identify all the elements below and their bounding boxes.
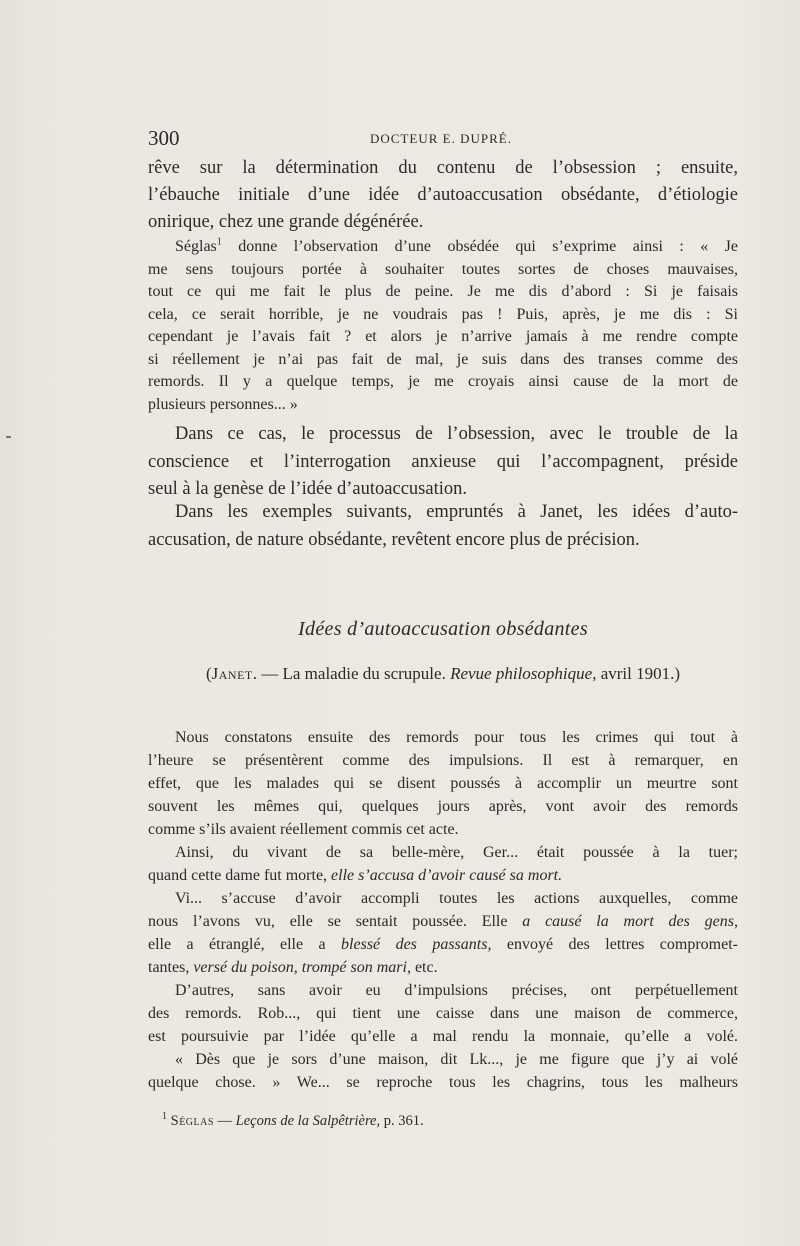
text-line bbox=[148, 956, 738, 979]
text-line: l’ébauche initiale d’une idée d’autoaccusation obsédante, d’étiologie bbox=[148, 185, 738, 205]
text-fragment: nous l’avons vu, elle se sentait poussée. Elle bbox=[148, 913, 523, 930]
text-line bbox=[148, 864, 738, 887]
text-line: cependant je l’avais fait ? et alors je n’arrive jamais à me rendre compte bbox=[148, 328, 738, 345]
citation-journal: Revue philosophique bbox=[450, 664, 593, 683]
text-line bbox=[148, 910, 738, 933]
text-line bbox=[148, 236, 738, 259]
paragraph-8 bbox=[148, 979, 738, 1094]
footnote-author: Séglas bbox=[170, 1113, 214, 1129]
text-line: l’heure se présentèrent comme des impulsions. Il est à remarquer, en bbox=[148, 752, 738, 769]
page-number: 300 bbox=[148, 126, 180, 150]
section-title: Idées d’autoaccusation obsédantes bbox=[298, 618, 588, 640]
text-line: cela, ce serait horrible, je ne voudrais pas ! Puis, après, je me dis : Si bbox=[148, 305, 738, 323]
text-line: Nous constatons ensuite des remords pour tous les crimes qui tout à bbox=[175, 729, 738, 746]
footnote-title: Leçons de la Salpêtrière, bbox=[235, 1113, 381, 1129]
text-line: « Dès que je sors d’une maison, dit Lk..., je me figure que j’y ai volé bbox=[175, 1051, 738, 1068]
text-line: seul à la genèse de l’idée d’autoaccusation. bbox=[148, 479, 467, 499]
text-line: tout ce qui me fait le plus de peine. Je me dis d’abord : Si je faisais bbox=[148, 283, 738, 300]
text-line: souvent les mêmes qui, quelques jours après, vont avoir des remords bbox=[148, 798, 738, 815]
italic-fragment: blessé des passants, bbox=[341, 936, 492, 953]
footnote-ref: 1 bbox=[216, 236, 222, 248]
margin-mark bbox=[6, 436, 11, 438]
text-line: comme s’ils avaient réellement commis cet acte. bbox=[148, 821, 459, 838]
text-fragment: elle a étranglé, elle a bbox=[148, 936, 342, 953]
text-line: est poursuivie par l’idée qu’elle a mal rendu la monnaie, qu’elle a volé. bbox=[148, 1028, 738, 1045]
page-header bbox=[148, 126, 738, 150]
text-line: me sens toujours portée à souhaiter toutes sortes de choses mauvaises, bbox=[148, 260, 738, 278]
italic-fragment: versé du poison, trompé son mari, bbox=[193, 959, 411, 976]
paragraph-1 bbox=[148, 155, 738, 236]
paragraph-6 bbox=[148, 841, 738, 887]
paragraph-5 bbox=[148, 726, 738, 841]
text-line: plusieurs personnes... » bbox=[148, 395, 298, 413]
text-line: D’autres, sans avoir eu d’impulsions précises, ont perpétuellement bbox=[175, 982, 738, 999]
citation-date: , avril 1901.) bbox=[592, 664, 681, 683]
text-line: Vi... s’accuse d’avoir accompli toutes les actions auxquelles, comme bbox=[175, 890, 738, 907]
text-line: Ainsi, du vivant de sa belle-mère, Ger... était poussée à la tuer; bbox=[175, 844, 738, 861]
author-name: Séglas bbox=[175, 238, 217, 255]
text-line: rêve sur la détermination du contenu de l’obsession ; ensuite, bbox=[148, 158, 738, 178]
text-line: Dans ce cas, le processus de l’obsession, avec le trouble de la bbox=[175, 424, 738, 444]
citation-author: Janet bbox=[211, 664, 253, 683]
footnote-dash: — bbox=[213, 1113, 236, 1129]
running-head: DOCTEUR E. DUPRÉ. bbox=[370, 131, 512, 146]
paragraph-7 bbox=[148, 887, 738, 979]
text-line: Dans les exemples suivants, empruntés à Janet, les idées d’auto- bbox=[175, 502, 738, 522]
paragraph-seglas bbox=[148, 236, 738, 416]
citation-title: . — La maladie du scrupule. bbox=[252, 664, 451, 683]
text-line: si réellement je n’ai pas fait de mal, je suis dans des transes comme des bbox=[148, 350, 738, 368]
italic-fragment: elle s’accusa d’avoir causé sa mort. bbox=[331, 867, 563, 884]
paragraph-4 bbox=[148, 499, 738, 554]
text-fragment: etc. bbox=[410, 959, 438, 976]
text-line: accusation, de nature obsédante, revêtent encore plus de précision. bbox=[148, 529, 640, 550]
footnote bbox=[162, 1113, 424, 1130]
text-line: effet, que les malades qui se disent poussés à accomplir un meurtre sont bbox=[148, 775, 738, 792]
text-line bbox=[148, 933, 738, 956]
text-fragment: tantes, bbox=[148, 959, 194, 976]
paragraph-3 bbox=[148, 421, 738, 504]
text-line: des remords. Rob..., qui tient une caisse dans une maison de commerce, bbox=[148, 1005, 738, 1022]
text-fragment: quand cette dame fut morte, bbox=[148, 867, 332, 884]
text-line: onirique, chez une grande dégénérée. bbox=[148, 212, 424, 232]
footnote-page: p. 361. bbox=[380, 1113, 424, 1129]
citation bbox=[148, 664, 738, 684]
italic-fragment: a causé la mort des gens, bbox=[522, 913, 738, 930]
text-line: remords. Il y a quelque temps, je me croyais ainsi cause de la mort de bbox=[148, 373, 738, 390]
text-fragment: donne l’observation d’une obsédée qui s’exprime ainsi : « Je bbox=[221, 238, 738, 255]
text-fragment: envoyé des lettres compromet- bbox=[491, 936, 738, 953]
text-line: quelque chose. » We... se reproche tous les chagrins, tous les malheurs bbox=[148, 1074, 738, 1091]
citation-open: ( bbox=[205, 664, 212, 683]
footnote-number: 1 bbox=[162, 1111, 167, 1123]
text-line: conscience et l’interrogation anxieuse qui l’accompagnent, préside bbox=[148, 451, 738, 472]
